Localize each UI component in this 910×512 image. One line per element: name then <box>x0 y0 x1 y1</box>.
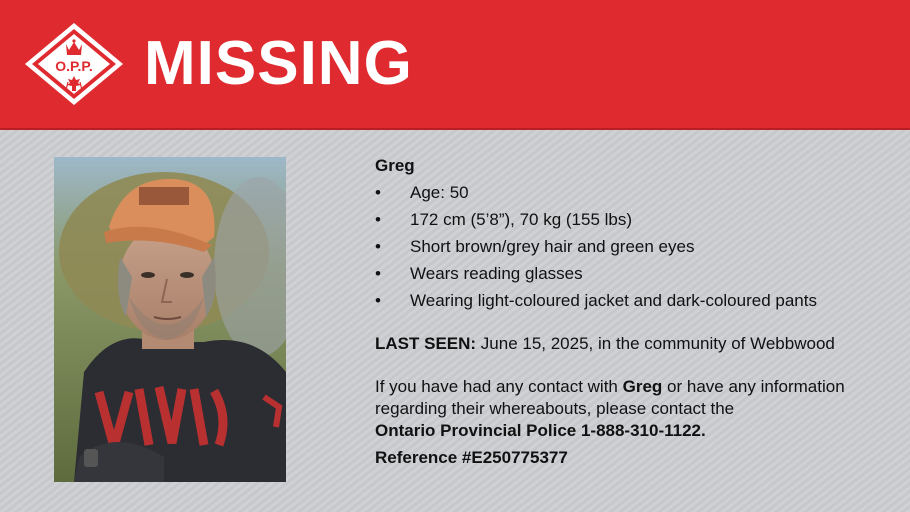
person-info-panel <box>375 152 900 471</box>
detail-clothing <box>375 287 900 314</box>
bullet-icon: • <box>375 264 381 283</box>
contact-intro: If you have had any contact with <box>375 377 623 396</box>
missing-person-photo <box>54 157 286 482</box>
opp-badge-logo <box>22 20 126 108</box>
person-name: Greg <box>375 156 415 175</box>
last-seen <box>375 330 900 357</box>
contact-instructions <box>375 376 900 442</box>
detail-age <box>375 179 900 206</box>
last-seen-label: LAST SEEN: <box>375 334 477 353</box>
bullet-icon: • <box>375 291 381 310</box>
opp-logo-text: O.P.P. <box>55 58 93 74</box>
detail-text: 172 cm (5’8”), 70 kg (155 lbs) <box>410 210 633 229</box>
detail-text: Short brown/grey hair and green eyes <box>410 237 695 256</box>
police-contact-number: Ontario Provincial Police 1-888-310-1122. <box>375 421 706 440</box>
person-details-list <box>375 179 900 314</box>
detail-text: Wears reading glasses <box>410 264 583 283</box>
bullet-icon: • <box>375 237 381 256</box>
bullet-icon: • <box>375 210 381 229</box>
detail-hair-eyes <box>375 233 900 260</box>
page-title: MISSING <box>144 29 413 98</box>
contact-middle: or have any information regarding their whereabouts, please contact the <box>375 377 845 418</box>
last-seen-text: June 15, 2025, in the community of Webbwood <box>476 334 835 353</box>
reference-number: Reference #E250775377 <box>375 448 568 467</box>
bullet-icon: • <box>375 183 381 202</box>
detail-glasses <box>375 260 900 287</box>
detail-height-weight <box>375 206 900 233</box>
detail-text: Age: 50 <box>410 183 469 202</box>
detail-text: Wearing light-coloured jacket and dark-coloured pants <box>410 291 817 310</box>
header-banner <box>0 0 910 130</box>
contact-person-name: Greg <box>622 377 663 396</box>
